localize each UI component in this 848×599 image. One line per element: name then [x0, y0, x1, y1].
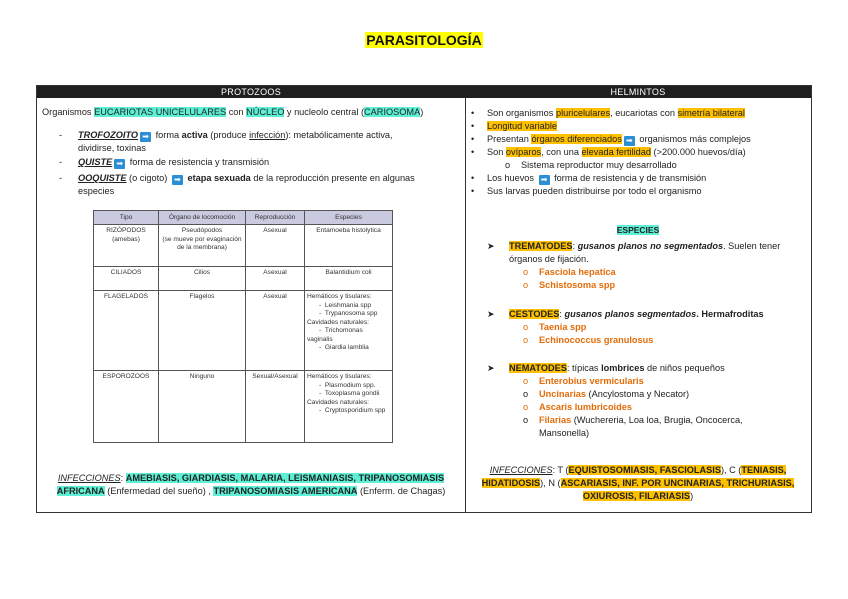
- arrow-icon: ➡: [140, 132, 151, 142]
- chevron-icon: ➤: [487, 309, 495, 319]
- table-row: CILIADOS Cilios Asexual Balantidium coli: [94, 267, 393, 291]
- arrow-icon: ➡: [539, 175, 550, 185]
- bullet-icon: •: [471, 173, 475, 183]
- protozoa-species-table: [93, 210, 393, 443]
- list-item: • Longitud variable: [471, 121, 557, 131]
- circle-icon: o: [523, 376, 529, 386]
- table-row: RIZÓPODOS (amebas) Pseudópodos (se mueve por evaginación de la membrana) Asexual Entamoeba histolytica: [94, 225, 393, 267]
- list-item: • Sus larvas pueden distribuirse por todo el organismo: [471, 186, 702, 196]
- trematodes-section: ➤ TREMATODES: gusanos planos no segmentados. Suelen tener órganos de fijación. o Fasciola hepatica o Schistosoma spp: [487, 241, 781, 290]
- col-header-especies: Especies: [305, 211, 393, 225]
- helmintos-infecciones: INFECCIONES: T (EQUISTOSOMIASIS, FASCIOLASIS), C (TENIASIS, HIDATIDOSIS), N (ASCARIASIS, INF. POR UNCINARIAS, TRICHURIASIS, OXIUROSIS, FILARIASIS): [481, 465, 795, 501]
- circle-icon: o: [523, 335, 529, 345]
- list-item: • Son ovíparos, con una elevada fertilidad (>200.000 huevos/día): [471, 147, 746, 157]
- helmintos-bullets: [471, 107, 807, 198]
- page-title: PARASITOLOGÍA: [366, 32, 482, 48]
- list-item: • Presentan órganos diferenciados ➡ organismos más complejos: [471, 134, 751, 145]
- circle-icon: o: [523, 280, 529, 290]
- bullet-icon: •: [471, 108, 475, 118]
- col-header-tipo: Tipo: [94, 211, 159, 225]
- list-item: o Sistema reproductor muy desarrollado: [505, 160, 677, 170]
- form-trofozoito: - TROFOZOITO ➡ forma activa (produce infección): metabólicamente activa, dividirse, toxinas: [59, 130, 393, 153]
- helmintos-column: [465, 86, 811, 512]
- bullet-icon: •: [471, 134, 475, 144]
- chevron-icon: ➤: [487, 363, 495, 373]
- circle-icon: o: [523, 402, 529, 412]
- protozoos-column: [37, 86, 466, 512]
- summary-table: [36, 85, 812, 513]
- col-header-organo: Órgano de locomoción: [159, 211, 246, 225]
- protozoos-header: PROTOZOOS: [37, 86, 465, 98]
- list-item: • Los huevos ➡ forma de resistencia y de transmisión: [471, 173, 707, 184]
- form-quiste: - QUISTE ➡ forma de resistencia y transmisión: [59, 157, 270, 168]
- circle-icon: o: [523, 267, 529, 277]
- table-header-row: [94, 211, 393, 225]
- cestodes-section: ➤ CESTODES: gusanos planos segmentados. Hermafroditas o Taenia spp o Echinococcus granulosus: [487, 309, 764, 345]
- helmintos-header: HELMINTOS: [465, 86, 811, 98]
- bullet-icon: •: [471, 121, 475, 131]
- protozoos-intro: Organismos EUCARIOTAS UNICELULARES con NÚCLEO y nucleolo central (CARIOSOMA): [42, 107, 424, 117]
- circle-icon: o: [523, 322, 529, 332]
- table-row: ESPOROZOOS Ninguno Sexual/Asexual Hemáticos y tisulares: - Plasmodium spp. - Toxoplasma gondii Cavidades naturales: - Cryptosporidium spp: [94, 371, 393, 443]
- circle-icon: o: [505, 160, 511, 170]
- circle-icon: o: [523, 389, 529, 399]
- especies-title: ESPECIES: [616, 225, 660, 235]
- list-item: • Son organismos pluricelulares, eucariotas con simetría bilateral: [471, 108, 745, 118]
- bullet-icon: •: [471, 186, 475, 196]
- bullet-icon: •: [471, 147, 475, 157]
- arrow-icon: ➡: [172, 175, 183, 185]
- table-row: FLAGELADOS Flagelos Asexual Hemáticos y tisulares: - Leishmania spp - Trypanosoma spp Cavidades naturales: - Trichomonas vaginalis - Giardia lamblia: [94, 291, 393, 371]
- arrow-icon: ➡: [624, 136, 635, 146]
- form-ooquiste: - OOQUISTE (o cigoto) ➡ etapa sexuada de la reproducción presente en algunas especies: [59, 173, 415, 196]
- nematodes-section: ➤ NEMATODES: típicas lombrices de niños pequeños o Enterobius vermicularis o Uncinarias (Ancylostoma y Necator) o Ascaris lumbricoides o Filarias (Wuchereria, Loa loa, Brugia, Oncocerca, Mansonella): [487, 363, 743, 438]
- col-header-reproduccion: Reproducción: [246, 211, 305, 225]
- arrow-icon: ➡: [114, 159, 125, 169]
- protozoos-infecciones: INFECCIONES: AMEBIASIS, GIARDIASIS, MALARIA, LEISMANIASIS, TRIPANOSOMIASIS AFRICANA (Enfermedad del sueño) , TRIPANOSOMIASIS AMERICANA (Enferm. de Chagas): [56, 473, 446, 496]
- circle-icon: o: [523, 415, 529, 425]
- chevron-icon: ➤: [487, 241, 495, 251]
